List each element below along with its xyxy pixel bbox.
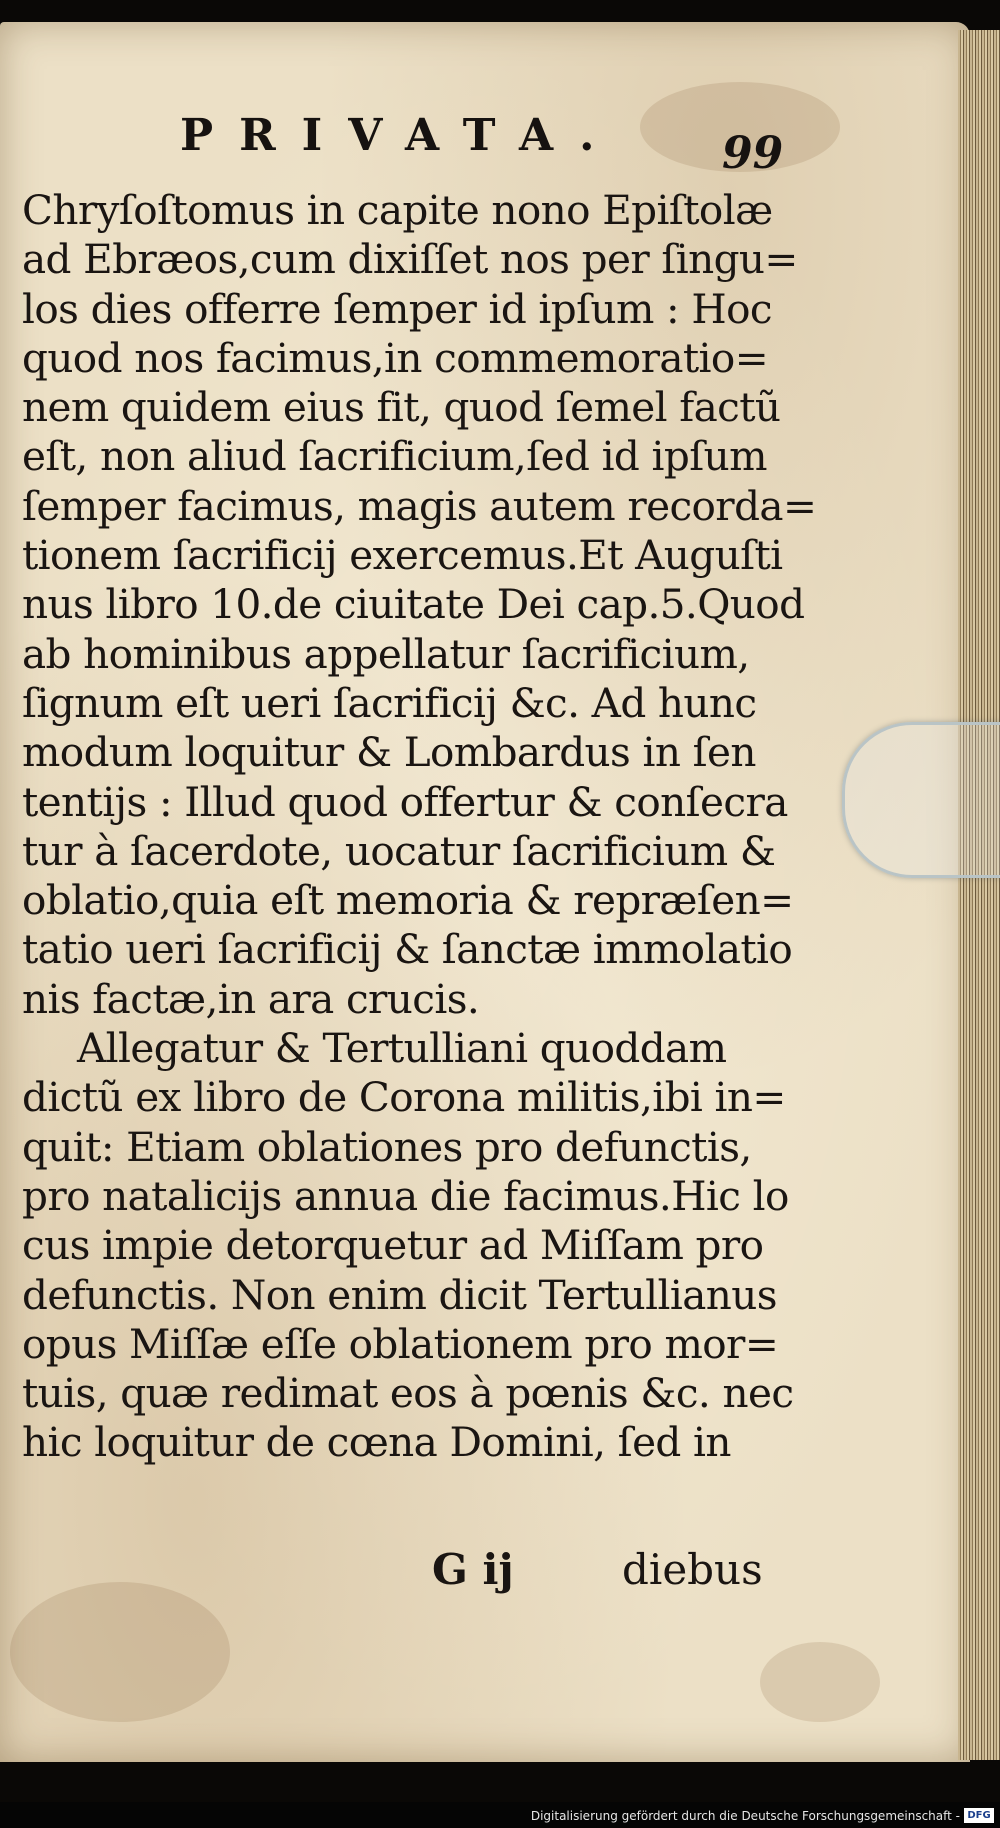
body-text <box>22 186 817 1468</box>
page-clip <box>842 722 1000 878</box>
text-line: pro natalicijs annua die facimus.Hic lo <box>22 1171 789 1220</box>
text-line: defunctis. Non enim dicit Tertullianus <box>22 1270 777 1319</box>
text-line: opus Miſſæ eſſe oblationem pro mor= <box>22 1319 779 1368</box>
text-line: ab hominibus appellatur ſacrificium, <box>22 629 750 678</box>
text-line: oblatio,quia eſt memoria & repræſen= <box>22 876 794 925</box>
text-line: tentijs : Illud quod offertur & conſecra <box>22 777 788 826</box>
text-line: tionem ſacrificij exercemus.Et Auguſti <box>22 531 783 580</box>
text-line: dictũ ex libro de Corona militis,ibi in= <box>22 1073 786 1122</box>
text-line: nem quidem eius fit, quod ſemel factũ <box>22 383 781 432</box>
text-line: nis factæ,in ara crucis. <box>22 974 480 1023</box>
text-line: cus impie detorquetur ad Miſſam pro <box>22 1221 764 1270</box>
text-line: tatio ueri ſacrificij & ſanctæ immolatio <box>22 925 793 974</box>
catchword: diebus <box>622 1545 763 1594</box>
paragraph-start-line: Allegatur & Tertulliani quoddam <box>77 1024 727 1073</box>
page-number: 99 <box>722 128 784 179</box>
text-line: tur à ſacerdote, uocatur ſacrificium & <box>22 826 776 875</box>
dfg-logo: DFG <box>964 1808 994 1823</box>
text-line: ad Ebræos,cum dixiſſet nos per ſingu= <box>22 235 798 284</box>
paper-stain <box>760 1642 880 1722</box>
text-line: quit: Etiam oblationes pro defunctis, <box>22 1122 752 1171</box>
text-line: los dies offerre ſemper id ipſum : Hoc <box>22 284 772 333</box>
page-edges <box>958 30 1000 1760</box>
paper-stain <box>10 1582 230 1722</box>
signature-mark: G ij <box>432 1545 514 1594</box>
text-line: modum loquitur & Lombardus in ſen <box>22 728 756 777</box>
text-line: quod nos facimus,in commemoratio= <box>22 333 769 382</box>
footer-credit: Digitalisierung gefördert durch die Deutsche Forschungsgemeinschaft - <box>530 1809 960 1823</box>
text-line: ſignum eſt ueri ſacrificij &c. Ad hunc <box>22 678 757 727</box>
text-line: tuis, quæ redimat eos à pœnis &c. nec <box>22 1369 794 1418</box>
text-line: Chryſoſtomus in capite nono Epiſtolæ <box>22 186 773 234</box>
text-line: ſemper facimus, magis autem recorda= <box>22 481 817 530</box>
text-line: nus libro 10.de ciuitate Dei cap.5.Quod <box>22 580 805 629</box>
text-line: hic loquitur de cœna Domini, ſed in <box>22 1418 731 1467</box>
footer-bar <box>0 1802 1000 1828</box>
running-title: PRIVATA. <box>180 110 621 161</box>
text-line: eſt, non aliud ſacrificium,ſed id ipſum <box>22 432 767 481</box>
